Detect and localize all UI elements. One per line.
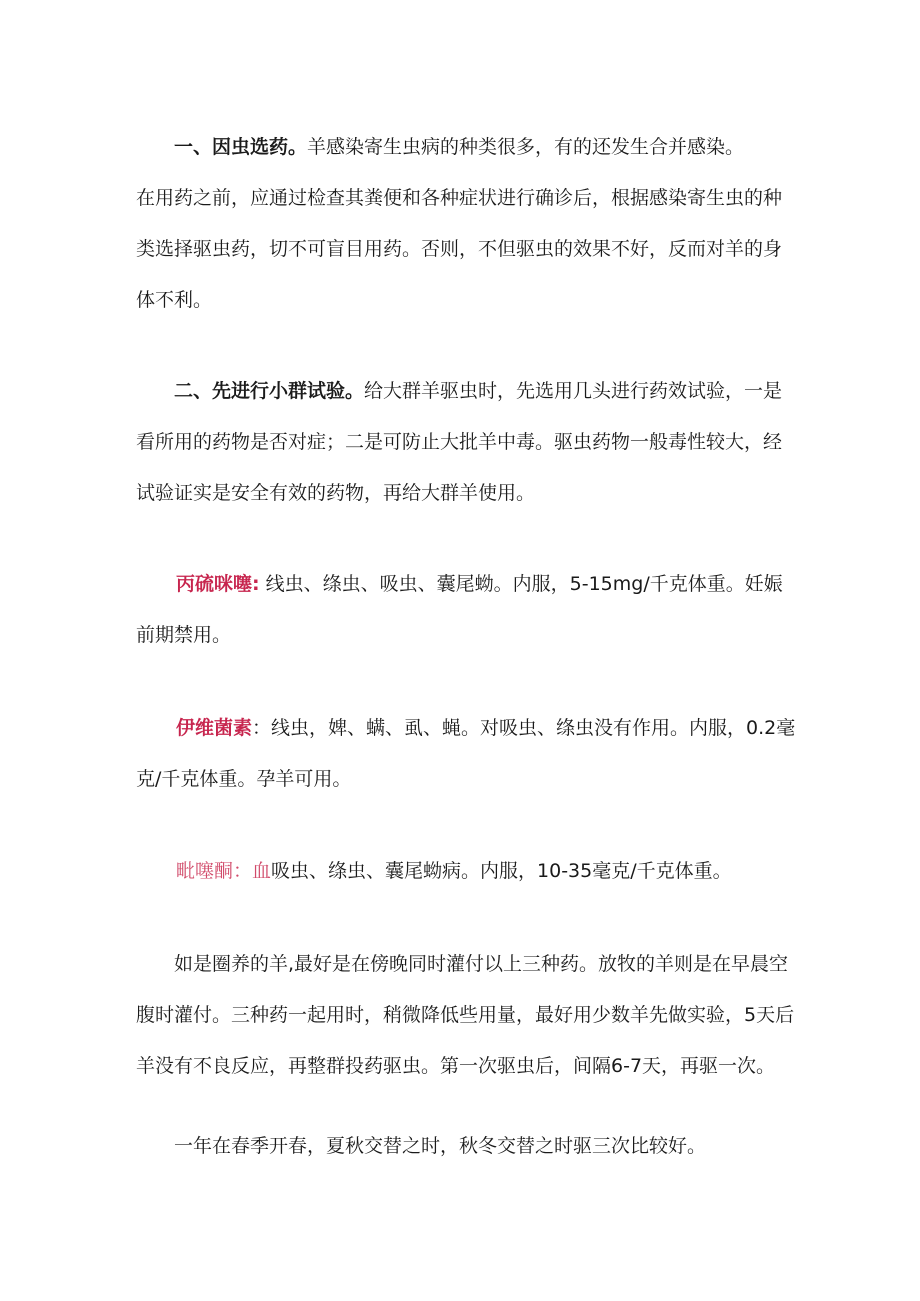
drug-2-paragraph	[136, 703, 796, 805]
drug-1-text: 线虫、绦虫、吸虫、囊尾蚴。内服，5-15mg/千克体重。妊娠前期禁用。	[136, 573, 783, 646]
drug-1-paragraph	[136, 559, 796, 661]
drug-3-text: 吸虫、绦虫、囊尾蚴病。内服，10-35毫克/千克体重。	[271, 860, 732, 882]
section-2-heading: 二、先进行小群试验。	[174, 380, 365, 402]
section-1-text: 羊感染寄生虫病的种类很多，有的还发生合并感染。	[307, 136, 745, 158]
drug-1-name: 丙硫咪噻:	[176, 573, 260, 595]
section-2-paragraph	[136, 366, 796, 519]
section-1-heading: 一、因虫选药。	[174, 136, 308, 158]
section-1-intro	[136, 122, 796, 173]
note-2-paragraph: 一年在春季开春，夏秋交替之时，秋冬交替之时驱三次比较好。	[174, 1135, 707, 1157]
section-1-body: 在用药之前，应通过检查其粪便和各种症状进行确诊后，根据感染寄生虫的种类选择驱虫药，切不可盲目用药。否则，不但驱虫的效果不好，反而对羊的身体不利。	[136, 187, 783, 311]
note-1-paragraph: 如是圈养的羊,最好是在傍晚同时灌付以上三种药。放牧的羊则是在早晨空腹时灌付。三种药一起用时，稍微降低些用量，最好用少数羊先做实验，5天后羊没有不良反应，再整群投药驱虫。第一次驱虫后，间隔6-7天，再驱一次。	[136, 953, 795, 1077]
drug-3-name: 毗噻酮：血	[176, 860, 272, 882]
drug-3-paragraph	[136, 846, 796, 897]
section-2-text: 给大群羊驱虫时，先选用几头进行药效试验，一是看所用的药物是否对症；二是可防止大批羊中毒。驱虫药物一般毒性较大，经试验证实是安全有效的药物，再给大群羊使用。	[136, 380, 783, 504]
drug-2-text: ：线虫，婢、螨、虱、蝇。对吸虫、绦虫没有作用。内服，0.2毫克/千克体重。孕羊可用。	[136, 717, 796, 790]
drug-2-name: 伊维菌素	[176, 717, 253, 739]
